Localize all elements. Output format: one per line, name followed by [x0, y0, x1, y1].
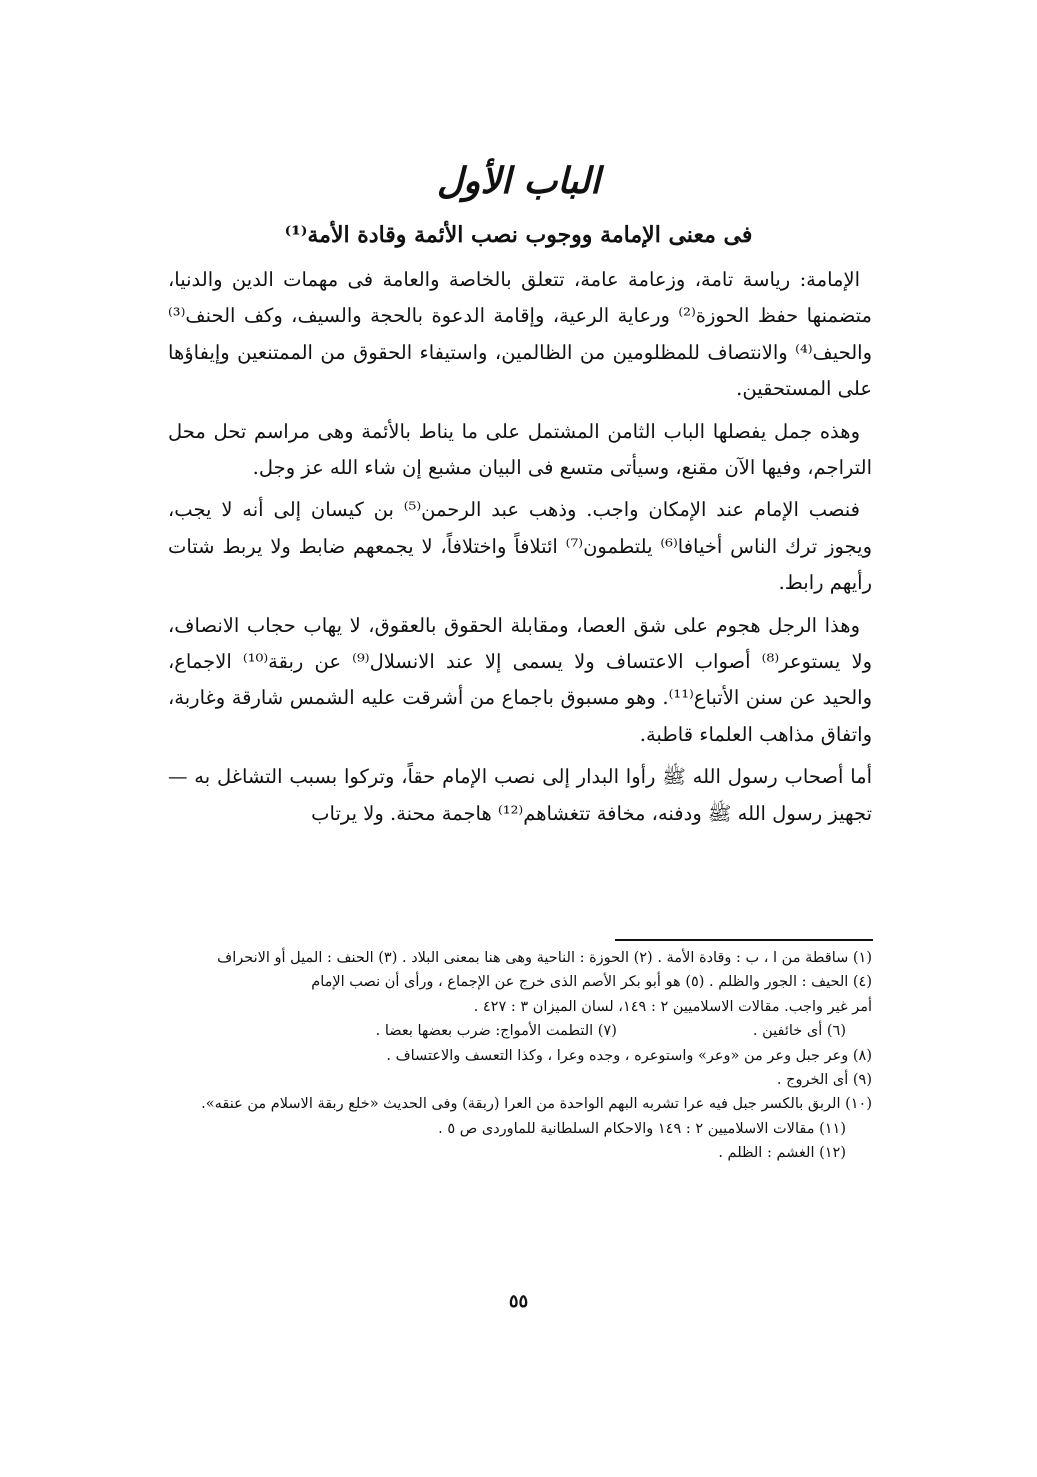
paragraph-refutation: وهذا الرجل هجوم على شق العصا، ومقابلة الحقوق بالعقوق، لا يهاب حجاب الانصاف، ولا يستوعر⁽⁸⁾ أصواب الاعتساف ولا يسمى إلا عند الانسلال⁽⁹⁾ عن ربقة⁽¹⁰⁾ الاجماع، والحيد عن سنن الأتباع⁽¹¹⁾. وهو مسبوق باجماع من أشرقت عليه الشمس شارقة وغاربة، واتفاق مذاهب العلماء قاطبة. [168, 613, 873, 746]
footnote-divider [615, 939, 873, 941]
footnote-9: (٩) أى الخروج . [776, 1072, 872, 1089]
footnotes [168, 946, 872, 1166]
chapter-title: الباب الأول [436, 160, 601, 202]
footnote-line: أمر غير واجب. مقالات الاسلاميين ٢ : ١٤٩، لسان الميزان ٣ : ٤٢٧ . [473, 998, 872, 1015]
footnote-7: (٧) التطمت الأمواج: ضرب بعضها بعضا . [375, 1023, 617, 1040]
footnote-8: (٨) وعر جبل وعر من «وعر» واستوعره ، وجده وعرا ، وكذا التعسف والاعتساف . [386, 1047, 872, 1064]
paragraph-companions: أما أصحاب رسول الله ﷺ رأوا البدار إلى نصب الإمام حقاً، وتركوا بسبب التشاغل به — تجهيز رسول الله ﷺ ودفنه، مخافة تتغشاهم⁽¹²⁾ هاجمة محنة. ولا يرتاب [168, 765, 872, 825]
paragraph-obligation: فنصب الإمام عند الإمكان واجب. وذهب عبد الرحمن⁽⁵⁾ بن كيسان إلى أنه لا يجب، ويجوز ترك الناس أخيافا⁽⁶⁾ يلتطمون⁽⁷⁾ ائتلافاً واختلافاً، لا يجمعهم ضابط ولا يربط شتات رأيهم رابط. [168, 498, 872, 595]
footnote-11: (١١) مقالات الاسلاميين ٢ : ١٤٩ والاحكام السلطانية للماوردى ص ٥ . [438, 1120, 846, 1137]
footnote-12: (١٢) الغشم : الظلم . [718, 1145, 846, 1162]
footnote-line: (٤) الحيف : الجور والظلم . (٥) هو أبو بكر الأصم الذى خرج عن الإجماع ، ورأى أن نصب الإمام [311, 974, 872, 991]
chapter-subtitle: فى معنى الإمامة ووجوب نصب الأئمة وقادة الأمة⁽¹⁾ [284, 222, 753, 248]
paragraph-imama-definition: الإمامة: رياسة تامة، وزعامة عامة، تتعلق بالخاصة والعامة فى مهمات الدين والدنيا، متضمنها حفظ الحوزة⁽²⁾ ورعاية الرعية، وإقامة الدعوة بالحجة والسيف، وكف الحنف⁽³⁾ والحيف⁽⁴⁾ والانتصاف للمظلومين من الظالمين، واستيفاء الحقوق من الممتنعين وإيفاؤها على المستحقين. [168, 268, 872, 401]
footnote-6: (٦) أى خائفين . [752, 1023, 846, 1040]
page-number: ٥٥ [508, 1291, 529, 1312]
footnote-row [168, 1019, 872, 1043]
paragraph-summary: وهذه جمل يفصلها الباب الثامن المشتمل على ما يناط بالأئمة وهى مراسم تحل محل التراجم، وفيها الآن مقنع، وسيأتى متسع فى البيان مشبع إن شاء الله عز وجل. [168, 419, 872, 480]
footnote-line: (١) ساقطة من ا ، ب : وقادة الأمة . (٢) الحوزة : الناحية وهى هنا بمعنى البلاد . (٣) الحنف : الميل أو الانحراف [217, 950, 872, 966]
main-text [168, 262, 872, 838]
footnote-10: (١٠) الربق بالكسر جبل فيه عرا تشربه البهم الواحدة من العرا (ربقة) وفى الحديث «خلع ربقة الاسلام من عنقه». [201, 1096, 872, 1113]
